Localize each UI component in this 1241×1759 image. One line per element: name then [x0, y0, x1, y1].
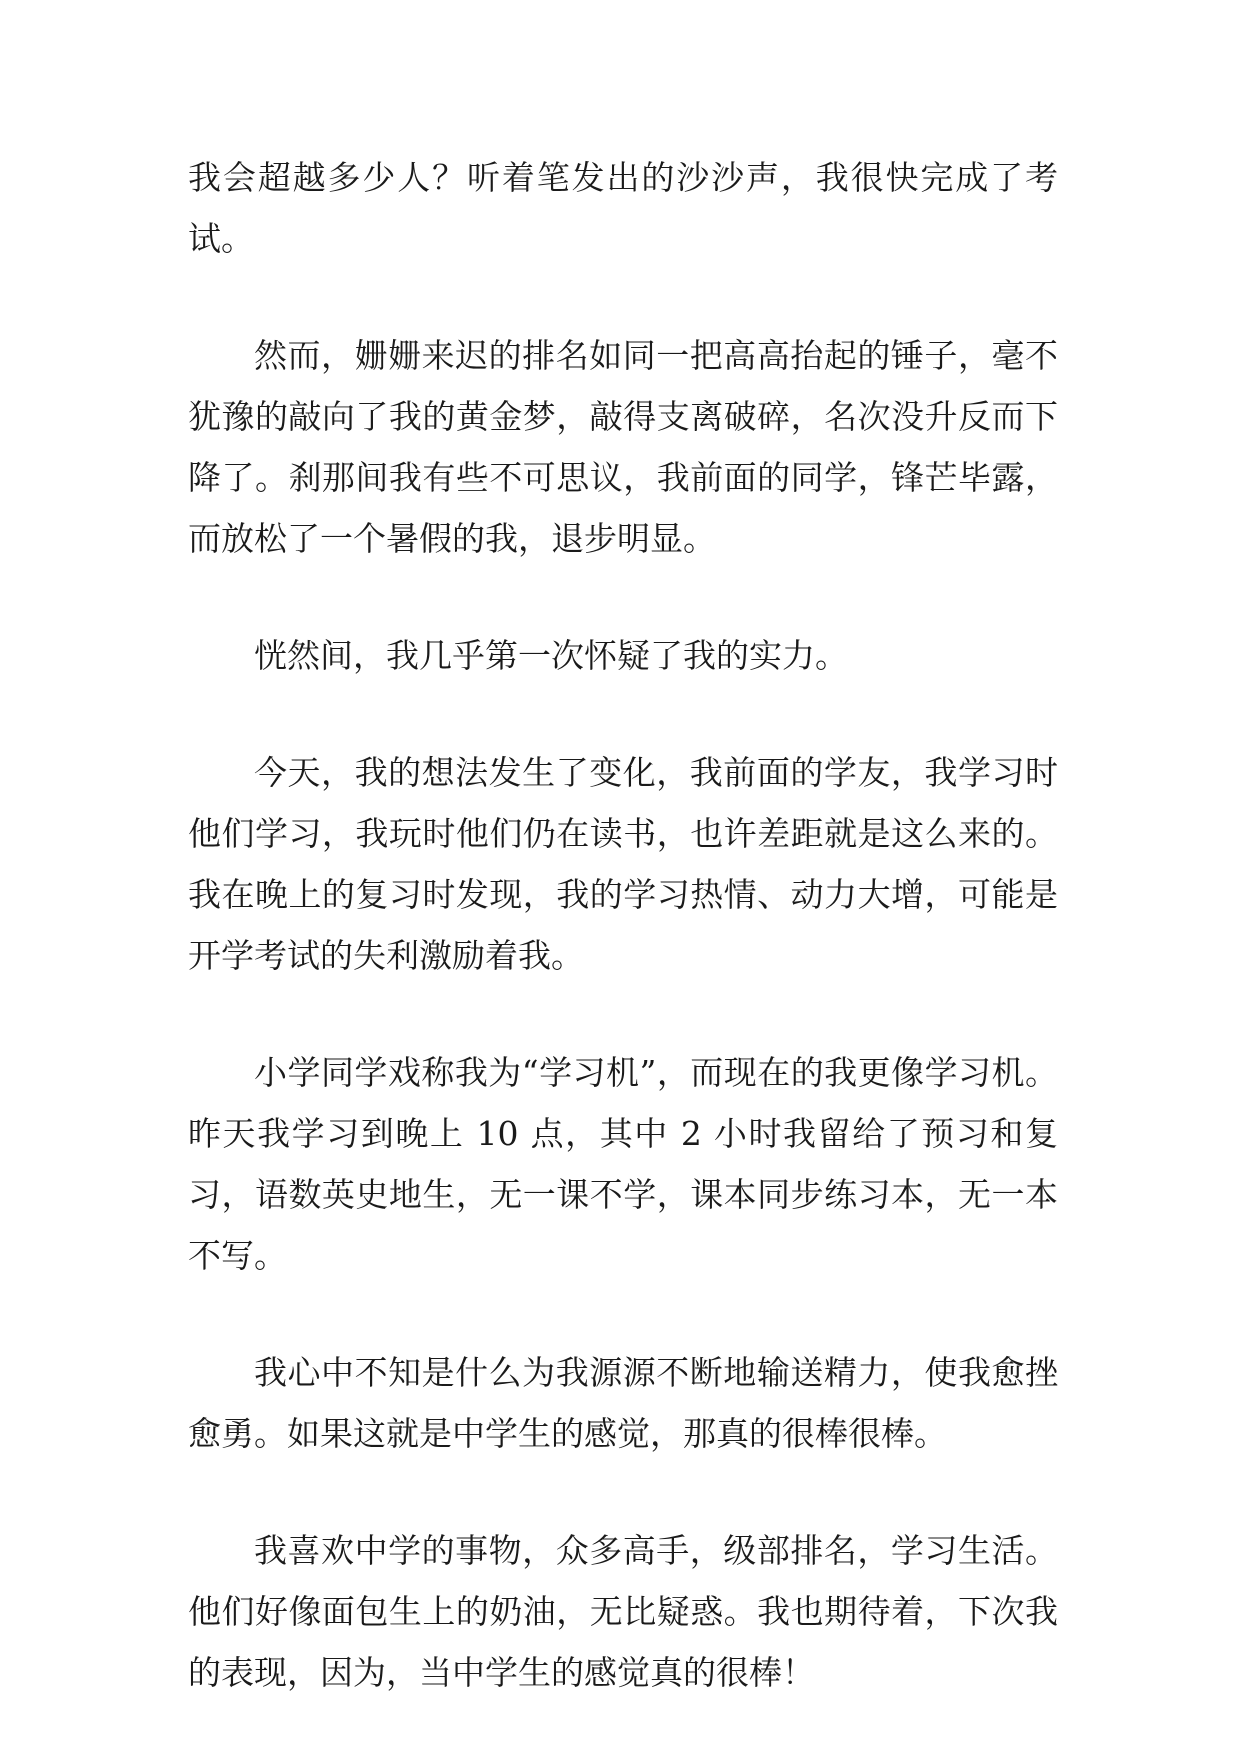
- paragraph-2: 然而，姗姗来迟的排名如同一把高高抬起的锤子，毫不犹豫的敲向了我的黄金梦，敲得支离破碎，名次没升反而下降了。刹那间我有些不可思议，我前面的同学，锋芒毕露，而放松了一个暑假的我，退步明显。: [188, 336, 1058, 558]
- paragraph-3: 恍然间，我几乎第一次怀疑了我的实力。: [254, 636, 848, 675]
- document-body: [188, 147, 1058, 1759]
- paragraph-1: 我会超越多少人？听着笔发出的沙沙声，我很快完成了考试。: [188, 158, 1058, 258]
- paragraph-4: 今天，我的想法发生了变化，我前面的学友，我学习时他们学习，我玩时他们仍在读书，也许差距就是这么来的。我在晚上的复习时发现，我的学习热情、动力大增，可能是开学考试的失利激励着我。: [188, 753, 1058, 975]
- paragraph-7: 我喜欢中学的事物，众多高手，级部排名，学习生活。他们好像面包生上的奶油，无比疑惑。我也期待着，下次我的表现，因为，当中学生的感觉真的很棒！: [188, 1531, 1058, 1692]
- paragraph-6: 我心中不知是什么为我源源不断地输送精力，使我愈挫愈勇。如果这就是中学生的感觉，那真的很棒很棒。: [188, 1353, 1058, 1453]
- paragraph-5: 小学同学戏称我为“学习机”，而现在的我更像学习机。昨天我学习到晚上 10 点，其中 2 小时我留给了预习和复习，语数英史地生，无一课不学，课本同步练习本，无一本不写。: [188, 1053, 1058, 1275]
